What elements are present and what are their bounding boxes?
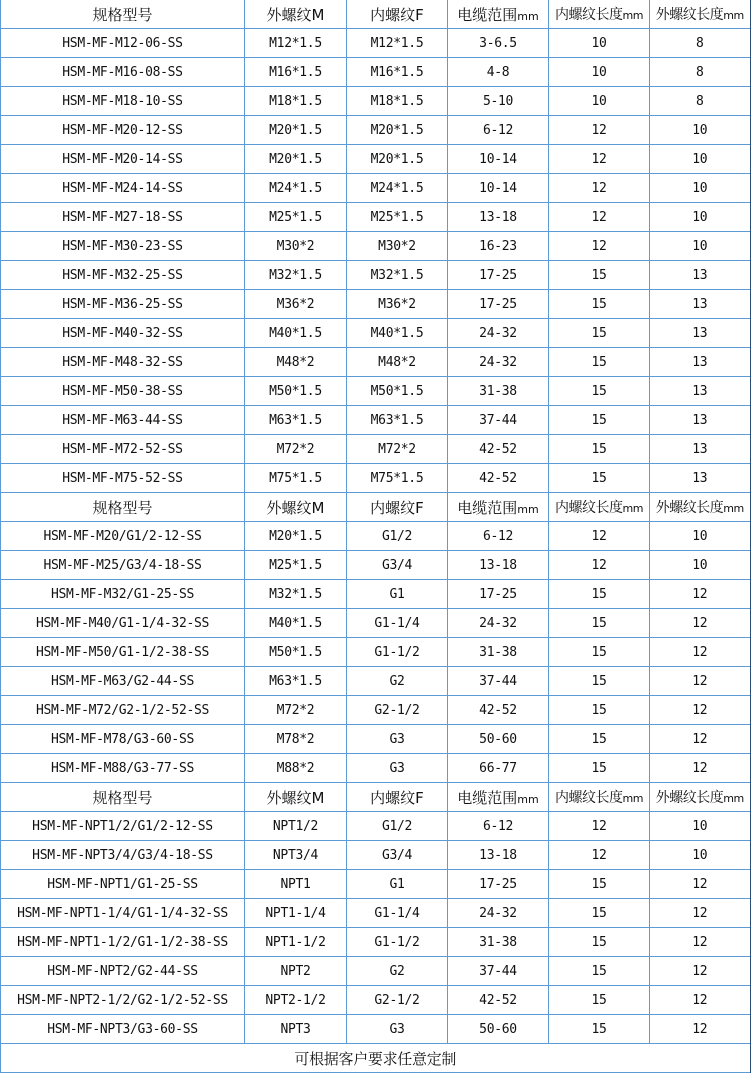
cell-cable-range: 6-12 — [448, 116, 549, 145]
cell-model: HSM-MF-M50/G1-1/2-38-SS — [1, 638, 245, 667]
table-row — [1, 928, 751, 957]
cell-male-thread-length: 8 — [650, 87, 751, 116]
cell-male-thread: M20*1.5 — [245, 522, 347, 551]
customization-note: 可根据客户要求任意定制 — [1, 1044, 751, 1073]
unit-label: mm — [723, 9, 744, 22]
cell-female-thread-length: 10 — [549, 87, 650, 116]
cell-female-thread-length: 10 — [549, 29, 650, 58]
cell-male-thread: NPT1-1/2 — [245, 928, 347, 957]
cell-female-thread: G2 — [347, 667, 448, 696]
table-row — [1, 957, 751, 986]
cell-male-thread: M63*1.5 — [245, 667, 347, 696]
cell-model: HSM-MF-M40/G1-1/4-32-SS — [1, 609, 245, 638]
cell-male-thread-length: 12 — [650, 667, 751, 696]
cell-female-thread: M12*1.5 — [347, 29, 448, 58]
cell-cable-range: 31-38 — [448, 928, 549, 957]
table-row — [1, 667, 751, 696]
cell-female-thread-length: 15 — [549, 319, 650, 348]
cell-female-thread: M72*2 — [347, 435, 448, 464]
unit-label: mm — [723, 792, 744, 805]
cell-cable-range: 3-6.5 — [448, 29, 549, 58]
header-model — [1, 783, 245, 812]
cell-female-thread-length: 12 — [549, 232, 650, 261]
cell-cable-range: 17-25 — [448, 580, 549, 609]
cell-model: HSM-MF-M88/G3-77-SS — [1, 754, 245, 783]
cell-female-thread: M40*1.5 — [347, 319, 448, 348]
table-row — [1, 841, 751, 870]
cell-female-thread-length: 15 — [549, 464, 650, 493]
cell-female-thread: G3/4 — [347, 841, 448, 870]
table-row — [1, 174, 751, 203]
cell-male-thread: M72*2 — [245, 696, 347, 725]
table-row — [1, 899, 751, 928]
cell-female-thread: G3 — [347, 754, 448, 783]
table-row — [1, 754, 751, 783]
cell-female-thread: G1/2 — [347, 522, 448, 551]
cell-cable-range: 42-52 — [448, 986, 549, 1015]
cell-female-thread-length: 15 — [549, 986, 650, 1015]
cell-cable-range: 31-38 — [448, 377, 549, 406]
cell-male-thread: M63*1.5 — [245, 406, 347, 435]
table-row — [1, 290, 751, 319]
cell-male-thread-length: 12 — [650, 1015, 751, 1044]
cell-model: HSM-MF-M72-52-SS — [1, 435, 245, 464]
table-row — [1, 406, 751, 435]
cell-female-thread-length: 15 — [549, 435, 650, 464]
cell-model: HSM-MF-M25/G3/4-18-SS — [1, 551, 245, 580]
cell-female-thread-length: 10 — [549, 58, 650, 87]
cell-cable-range: 13-18 — [448, 551, 549, 580]
cell-model: HSM-MF-M24-14-SS — [1, 174, 245, 203]
table-row — [1, 696, 751, 725]
cell-female-thread-length: 12 — [549, 145, 650, 174]
cell-cable-range: 6-12 — [448, 522, 549, 551]
cell-model: HSM-MF-NPT1/2/G1/2-12-SS — [1, 812, 245, 841]
cell-female-thread: G2-1/2 — [347, 986, 448, 1015]
unit-label: mm — [622, 9, 643, 22]
table-row — [1, 319, 751, 348]
header-female-thread-length — [549, 783, 650, 812]
cell-female-thread-length: 12 — [549, 174, 650, 203]
cell-male-thread-length: 10 — [650, 522, 751, 551]
header-male-thread — [245, 0, 347, 29]
cell-male-thread: M25*1.5 — [245, 203, 347, 232]
cell-model: HSM-MF-NPT1-1/4/G1-1/4-32-SS — [1, 899, 245, 928]
cell-female-thread-length: 15 — [549, 870, 650, 899]
cell-female-thread: G3/4 — [347, 551, 448, 580]
cell-model: HSM-MF-NPT2-1/2/G2-1/2-52-SS — [1, 986, 245, 1015]
cell-model: HSM-MF-M48-32-SS — [1, 348, 245, 377]
cell-male-thread: M40*1.5 — [245, 319, 347, 348]
section-1-header-row — [1, 0, 751, 29]
cell-cable-range: 31-38 — [448, 638, 549, 667]
cell-model: HSM-MF-M30-23-SS — [1, 232, 245, 261]
header-male-thread-length — [650, 0, 751, 29]
cell-cable-range: 13-18 — [448, 203, 549, 232]
cell-male-thread-length: 12 — [650, 638, 751, 667]
cell-cable-range: 24-32 — [448, 609, 549, 638]
cell-male-thread-length: 13 — [650, 319, 751, 348]
header-female-thread — [347, 0, 448, 29]
cell-female-thread: G1 — [347, 580, 448, 609]
header-model — [1, 493, 245, 522]
section-2-header-row — [1, 493, 751, 522]
cell-cable-range: 10-14 — [448, 174, 549, 203]
cell-female-thread: G1-1/2 — [347, 928, 448, 957]
cell-male-thread-length: 10 — [650, 203, 751, 232]
cell-cable-range: 24-32 — [448, 319, 549, 348]
cell-male-thread: NPT3 — [245, 1015, 347, 1044]
cell-female-thread: M30*2 — [347, 232, 448, 261]
header-female-thread — [347, 783, 448, 812]
cell-female-thread-length: 12 — [549, 116, 650, 145]
cell-female-thread-length: 15 — [549, 899, 650, 928]
cell-female-thread-length: 15 — [549, 377, 650, 406]
cell-male-thread: M36*2 — [245, 290, 347, 319]
cell-model: HSM-MF-M40-32-SS — [1, 319, 245, 348]
cell-male-thread-length: 13 — [650, 261, 751, 290]
cell-male-thread: M32*1.5 — [245, 580, 347, 609]
header-male-thread-label: 外螺纹M — [266, 5, 325, 24]
header-cable-range-label: 电缆范围 — [457, 5, 518, 24]
unit-label: mm — [517, 502, 539, 516]
cell-male-thread: M25*1.5 — [245, 551, 347, 580]
cell-male-thread-length: 12 — [650, 899, 751, 928]
cell-female-thread: G1/2 — [347, 812, 448, 841]
cell-male-thread-length: 13 — [650, 290, 751, 319]
table-row — [1, 1015, 751, 1044]
header-female-thread-label: 内螺纹F — [370, 5, 424, 24]
header-cable-range-label: 电缆范围 — [457, 498, 518, 517]
cell-female-thread-length: 15 — [549, 609, 650, 638]
table-row — [1, 203, 751, 232]
header-female-thread-length-label: 内螺纹长度 — [555, 790, 623, 806]
header-model-label: 规格型号 — [92, 498, 153, 517]
table-row — [1, 522, 751, 551]
cell-model: HSM-MF-M20-14-SS — [1, 145, 245, 174]
cell-model: HSM-MF-NPT3/G3-60-SS — [1, 1015, 245, 1044]
section-3-header-row — [1, 783, 751, 812]
cell-male-thread: NPT1-1/4 — [245, 899, 347, 928]
cell-male-thread: M78*2 — [245, 725, 347, 754]
cell-model: HSM-MF-M12-06-SS — [1, 29, 245, 58]
cell-female-thread-length: 15 — [549, 725, 650, 754]
table-row — [1, 609, 751, 638]
cell-model: HSM-MF-M18-10-SS — [1, 87, 245, 116]
header-female-thread-length-label: 内螺纹长度 — [555, 7, 623, 23]
cell-male-thread-length: 10 — [650, 232, 751, 261]
cell-model: HSM-MF-NPT2/G2-44-SS — [1, 957, 245, 986]
header-model — [1, 0, 245, 29]
cell-male-thread-length: 12 — [650, 725, 751, 754]
cell-male-thread-length: 13 — [650, 348, 751, 377]
cell-female-thread-length: 15 — [549, 580, 650, 609]
cell-male-thread: M72*2 — [245, 435, 347, 464]
cell-male-thread-length: 10 — [650, 145, 751, 174]
cell-male-thread: NPT2 — [245, 957, 347, 986]
cell-model: HSM-MF-M63-44-SS — [1, 406, 245, 435]
cell-female-thread: M20*1.5 — [347, 116, 448, 145]
cell-male-thread-length: 10 — [650, 174, 751, 203]
table-row — [1, 725, 751, 754]
cell-male-thread: M20*1.5 — [245, 116, 347, 145]
cell-female-thread-length: 12 — [549, 203, 650, 232]
cell-cable-range: 17-25 — [448, 290, 549, 319]
table-row — [1, 232, 751, 261]
table-row — [1, 580, 751, 609]
cell-male-thread-length: 13 — [650, 377, 751, 406]
cell-female-thread-length: 12 — [549, 812, 650, 841]
cell-male-thread-length: 12 — [650, 870, 751, 899]
cell-female-thread: G1-1/2 — [347, 638, 448, 667]
cell-cable-range: 4-8 — [448, 58, 549, 87]
header-male-thread-length-label: 外螺纹长度 — [655, 7, 724, 23]
header-female-thread-length-label: 内螺纹长度 — [555, 500, 623, 516]
unit-label: mm — [622, 502, 643, 515]
cell-male-thread: M50*1.5 — [245, 638, 347, 667]
table-row — [1, 464, 751, 493]
cell-model: HSM-MF-M75-52-SS — [1, 464, 245, 493]
cell-female-thread-length: 15 — [549, 261, 650, 290]
cell-female-thread: G2 — [347, 957, 448, 986]
unit-label: mm — [622, 792, 643, 805]
cell-male-thread-length: 10 — [650, 551, 751, 580]
cell-model: HSM-MF-M16-08-SS — [1, 58, 245, 87]
header-male-thread-length-label: 外螺纹长度 — [655, 500, 724, 516]
table-row — [1, 812, 751, 841]
cell-cable-range: 24-32 — [448, 899, 549, 928]
table-row — [1, 348, 751, 377]
cell-male-thread: M40*1.5 — [245, 609, 347, 638]
header-male-thread-label: 外螺纹M — [266, 498, 325, 517]
table-row — [1, 116, 751, 145]
cell-female-thread: G2-1/2 — [347, 696, 448, 725]
cell-model: HSM-MF-M36-25-SS — [1, 290, 245, 319]
cell-cable-range: 42-52 — [448, 464, 549, 493]
header-model-label: 规格型号 — [92, 788, 153, 807]
table-row — [1, 87, 751, 116]
header-male-thread — [245, 783, 347, 812]
cell-male-thread: M48*2 — [245, 348, 347, 377]
cell-female-thread-length: 15 — [549, 928, 650, 957]
cell-male-thread: M16*1.5 — [245, 58, 347, 87]
cell-male-thread: M12*1.5 — [245, 29, 347, 58]
cell-female-thread: G1 — [347, 870, 448, 899]
cell-female-thread-length: 15 — [549, 957, 650, 986]
cell-female-thread: M75*1.5 — [347, 464, 448, 493]
cell-male-thread: NPT1/2 — [245, 812, 347, 841]
table-row — [1, 638, 751, 667]
cell-female-thread-length: 15 — [549, 290, 650, 319]
cell-female-thread: G1-1/4 — [347, 899, 448, 928]
cell-male-thread-length: 13 — [650, 435, 751, 464]
header-female-thread-label: 内螺纹F — [370, 498, 424, 517]
cell-cable-range: 37-44 — [448, 667, 549, 696]
cell-female-thread: G3 — [347, 725, 448, 754]
cell-male-thread-length: 12 — [650, 580, 751, 609]
cell-female-thread-length: 15 — [549, 638, 650, 667]
cell-female-thread: M18*1.5 — [347, 87, 448, 116]
cell-female-thread-length: 12 — [549, 522, 650, 551]
cell-model: HSM-MF-NPT1-1/2/G1-1/2-38-SS — [1, 928, 245, 957]
cell-cable-range: 42-52 — [448, 435, 549, 464]
footer-row — [1, 1044, 751, 1073]
cell-cable-range: 37-44 — [448, 957, 549, 986]
cell-female-thread-length: 15 — [549, 348, 650, 377]
cell-female-thread: M24*1.5 — [347, 174, 448, 203]
cell-model: HSM-MF-M50-38-SS — [1, 377, 245, 406]
cell-cable-range: 17-25 — [448, 261, 549, 290]
cell-female-thread: M20*1.5 — [347, 145, 448, 174]
table-row — [1, 58, 751, 87]
cell-male-thread-length: 12 — [650, 696, 751, 725]
header-model-label: 规格型号 — [92, 5, 153, 24]
header-cable-range — [448, 783, 549, 812]
table-row — [1, 435, 751, 464]
cell-cable-range: 50-60 — [448, 725, 549, 754]
cell-male-thread-length: 12 — [650, 754, 751, 783]
cell-male-thread: M30*2 — [245, 232, 347, 261]
cell-female-thread: M25*1.5 — [347, 203, 448, 232]
cell-female-thread: G3 — [347, 1015, 448, 1044]
table-row — [1, 377, 751, 406]
cell-male-thread-length: 13 — [650, 406, 751, 435]
cell-cable-range: 17-25 — [448, 870, 549, 899]
cell-female-thread-length: 15 — [549, 667, 650, 696]
unit-label: mm — [723, 502, 744, 515]
cell-cable-range: 13-18 — [448, 841, 549, 870]
header-female-thread-label: 内螺纹F — [370, 788, 424, 807]
cell-model: HSM-MF-M20/G1/2-12-SS — [1, 522, 245, 551]
cell-male-thread-length: 10 — [650, 116, 751, 145]
cell-female-thread: M32*1.5 — [347, 261, 448, 290]
cell-male-thread: NPT3/4 — [245, 841, 347, 870]
header-cable-range-label: 电缆范围 — [457, 788, 518, 807]
header-male-thread-length — [650, 493, 751, 522]
cell-model: HSM-MF-M27-18-SS — [1, 203, 245, 232]
cell-male-thread-length: 12 — [650, 957, 751, 986]
cell-female-thread: M16*1.5 — [347, 58, 448, 87]
cell-male-thread: M88*2 — [245, 754, 347, 783]
cell-female-thread-length: 15 — [549, 696, 650, 725]
cell-female-thread: G1-1/4 — [347, 609, 448, 638]
cell-model: HSM-MF-NPT1/G1-25-SS — [1, 870, 245, 899]
table-row — [1, 986, 751, 1015]
cell-model: HSM-MF-M72/G2-1/2-52-SS — [1, 696, 245, 725]
cell-male-thread-length: 8 — [650, 58, 751, 87]
cell-cable-range: 5-10 — [448, 87, 549, 116]
cell-cable-range: 6-12 — [448, 812, 549, 841]
cell-female-thread-length: 15 — [549, 1015, 650, 1044]
cell-cable-range: 10-14 — [448, 145, 549, 174]
cell-cable-range: 16-23 — [448, 232, 549, 261]
cell-model: HSM-MF-M32/G1-25-SS — [1, 580, 245, 609]
cell-male-thread-length: 12 — [650, 928, 751, 957]
header-female-thread-length — [549, 493, 650, 522]
cell-male-thread-length: 8 — [650, 29, 751, 58]
spec-table-body — [1, 0, 751, 1073]
cell-model: HSM-MF-NPT3/4/G3/4-18-SS — [1, 841, 245, 870]
cell-model: HSM-MF-M63/G2-44-SS — [1, 667, 245, 696]
table-row — [1, 29, 751, 58]
cell-female-thread-length: 15 — [549, 754, 650, 783]
cell-model: HSM-MF-M20-12-SS — [1, 116, 245, 145]
header-male-thread-length — [650, 783, 751, 812]
cell-cable-range: 37-44 — [448, 406, 549, 435]
cell-female-thread: M36*2 — [347, 290, 448, 319]
cell-male-thread-length: 13 — [650, 464, 751, 493]
cell-male-thread: NPT1 — [245, 870, 347, 899]
table-row — [1, 870, 751, 899]
cell-female-thread: M63*1.5 — [347, 406, 448, 435]
header-male-thread — [245, 493, 347, 522]
cell-cable-range: 24-32 — [448, 348, 549, 377]
header-female-thread — [347, 493, 448, 522]
cell-male-thread: M18*1.5 — [245, 87, 347, 116]
cell-female-thread-length: 15 — [549, 406, 650, 435]
header-male-thread-length-label: 外螺纹长度 — [655, 790, 724, 806]
header-cable-range — [448, 493, 549, 522]
cell-model: HSM-MF-M32-25-SS — [1, 261, 245, 290]
cell-male-thread-length: 10 — [650, 812, 751, 841]
cell-female-thread-length: 12 — [549, 841, 650, 870]
cell-cable-range: 66-77 — [448, 754, 549, 783]
cell-male-thread: M24*1.5 — [245, 174, 347, 203]
cell-cable-range: 50-60 — [448, 1015, 549, 1044]
cell-male-thread: M50*1.5 — [245, 377, 347, 406]
cell-male-thread: M32*1.5 — [245, 261, 347, 290]
table-row — [1, 261, 751, 290]
cell-male-thread: M20*1.5 — [245, 145, 347, 174]
cell-cable-range: 42-52 — [448, 696, 549, 725]
table-row — [1, 551, 751, 580]
table-row — [1, 145, 751, 174]
cell-female-thread-length: 12 — [549, 551, 650, 580]
cell-female-thread: M50*1.5 — [347, 377, 448, 406]
header-cable-range — [448, 0, 549, 29]
cell-female-thread: M48*2 — [347, 348, 448, 377]
cell-model: HSM-MF-M78/G3-60-SS — [1, 725, 245, 754]
cell-male-thread: M75*1.5 — [245, 464, 347, 493]
unit-label: mm — [517, 792, 539, 806]
unit-label: mm — [517, 9, 539, 23]
header-male-thread-label: 外螺纹M — [266, 788, 325, 807]
cell-male-thread-length: 10 — [650, 841, 751, 870]
cell-male-thread-length: 12 — [650, 986, 751, 1015]
cell-male-thread: NPT2-1/2 — [245, 986, 347, 1015]
cell-male-thread-length: 12 — [650, 609, 751, 638]
header-female-thread-length — [549, 0, 650, 29]
